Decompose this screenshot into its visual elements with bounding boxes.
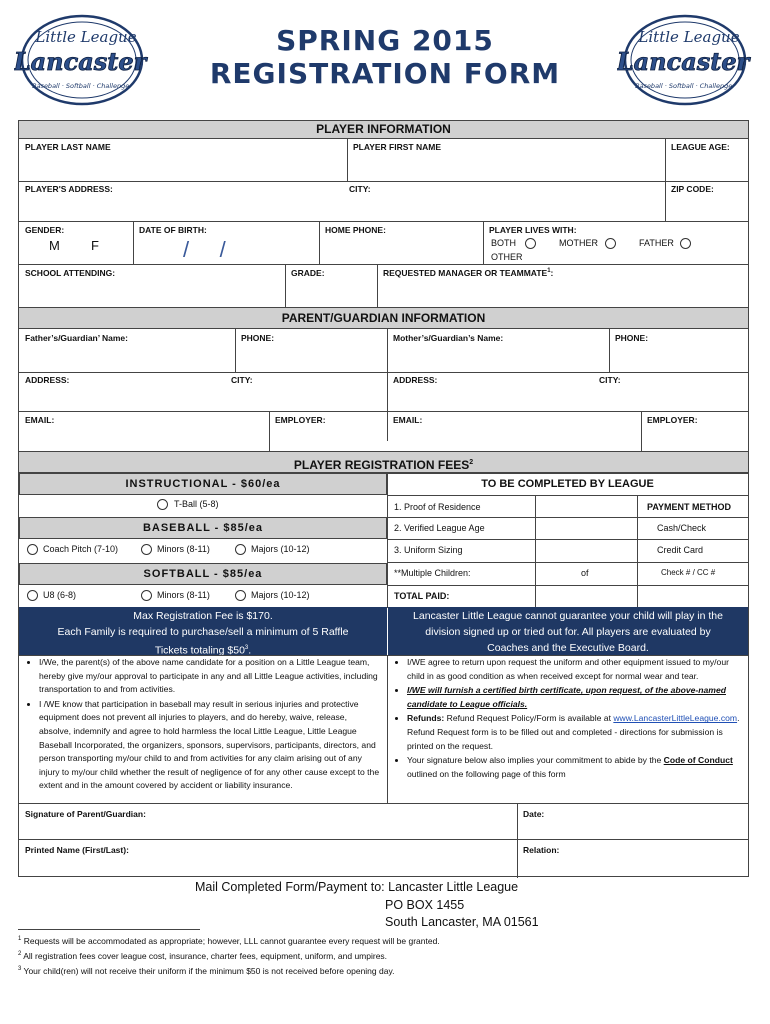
lives-other-option[interactable]: OTHER xyxy=(491,252,523,262)
lives-mother-option[interactable]: MOTHER xyxy=(559,238,616,249)
league-age-label: LEAGUE AGE: xyxy=(671,142,730,152)
date-label: Date: xyxy=(523,809,545,819)
last-name-label: PLAYER LAST NAME xyxy=(25,142,111,152)
website-link[interactable]: www.LancasterLittleLeague.com xyxy=(613,713,738,724)
footnote-2: $^2$ All registration fees cover league cost, insurance, charter fees, equipment, uniform, and umpires. xyxy=(18,951,388,961)
mother-address-label: ADDRESS: xyxy=(393,375,438,385)
credit-card-label: Credit Card xyxy=(657,545,704,555)
terms-right xyxy=(391,656,743,782)
majors-softball-option[interactable]: Majors (10-12) xyxy=(235,590,310,601)
radio-icon[interactable] xyxy=(235,544,246,555)
radio-icon[interactable] xyxy=(680,238,691,249)
father-address-label: ADDRESS: xyxy=(25,375,70,385)
of-label: of xyxy=(581,568,589,578)
fees-header: PLAYER REGISTRATION FEES$^2$ xyxy=(19,451,748,473)
u8-option[interactable]: U8 (6-8) xyxy=(27,590,76,601)
printed-name-label: Printed Name (First/Last): xyxy=(25,845,129,855)
logo-text-3: Baseball · Softball · Challenger xyxy=(32,82,132,90)
father-employer-label: EMPLOYER: xyxy=(275,415,326,425)
gender-m-option[interactable]: M xyxy=(49,238,60,253)
radio-icon[interactable] xyxy=(141,544,152,555)
dob-slashes[interactable]: / / xyxy=(183,237,226,262)
league-logo-right xyxy=(617,12,753,108)
father-city-label: CITY: xyxy=(231,375,253,385)
relation-label: Relation: xyxy=(523,845,560,855)
tball-option[interactable]: T-Ball (5-8) xyxy=(157,499,219,510)
payment-method-label: PAYMENT METHOD xyxy=(647,502,732,512)
address-label: PLAYER'S ADDRESS: xyxy=(25,184,113,194)
logo-text-1: Little League xyxy=(35,28,137,46)
radio-icon[interactable] xyxy=(605,238,616,249)
mail-line-3: South Lancaster, MA 01561 xyxy=(385,915,539,929)
guarantee-notice: Lancaster Little League cannot guarantee your child will play in the division signed up or tried out for. All players are evaluated by Coaches and the Executive Board. xyxy=(388,607,748,655)
requested-label: REQUESTED MANAGER OR TEAMMATE$^1$: xyxy=(383,268,554,278)
dob-label: DATE OF BIRTH: xyxy=(139,225,207,235)
logo-text-2: Lancaster xyxy=(14,47,147,76)
terms-left-item: • I /WE know that participation in baseball may result in serious injuries and protective equipment does not prevent all injuries to players, and do hereby, waive, release, absolve, indemnify and agree to hold harmless the local Little League, Little League Baseball Incorporated, the organizers, sponsors, supervisors, participants, directors, and person transporting my/our child to and from activities for any claim arising out of any injury to my/our child whether the result of negligence of for any other cause except to the extent and in the amount covered by accident or liability insurance. xyxy=(39,698,381,793)
mail-line-1: Mail Completed Form/Payment to: Lancaster Little League xyxy=(195,880,519,894)
code-of-conduct-link[interactable]: Code of Conduct xyxy=(663,755,733,766)
terms-right-item: • Refunds: Refund Request Policy/Form is available at www.LancasterLittleLeague.com. Refund Request form is to be filled out and completed - directions for submission is printed on the request. xyxy=(407,712,743,753)
terms-right-item: • I/WE will furnish a certified birth certificate, upon request, of the above-named candidate to League officials. xyxy=(407,684,743,711)
radio-icon[interactable] xyxy=(525,238,536,249)
terms-left xyxy=(23,656,381,794)
terms-right-item: • I/WE agree to return upon request the uniform and other equipment issued to my/our child in as good condition as when received except for normal wear and tear. xyxy=(407,656,743,683)
radio-icon[interactable] xyxy=(235,590,246,601)
signature-label: Signature of Parent/Guardian: xyxy=(25,809,146,819)
majors-baseball-option[interactable]: Majors (10-12) xyxy=(235,544,310,555)
proof-residence-label: 1. Proof of Residence xyxy=(394,502,481,512)
city-label: CITY: xyxy=(349,184,371,194)
logo-text-1: Little League xyxy=(638,28,740,46)
radio-icon[interactable] xyxy=(27,544,38,555)
first-name-label: PLAYER FIRST NAME xyxy=(353,142,442,152)
terms-right-item: • Your signature below also implies your commitment to abide by the Code of Conduct outlined on the following page of this form xyxy=(407,754,743,781)
father-email-label: EMAIL: xyxy=(25,415,55,425)
verified-age-label: 2. Verified League Age xyxy=(394,523,485,533)
father-name-label: Father’s/Guardian’ Name: xyxy=(25,333,128,343)
softball-header: SOFTBALL - $85/ea xyxy=(19,563,387,585)
check-number-label: Check # / CC # xyxy=(661,568,716,577)
zip-label: ZIP CODE: xyxy=(671,184,714,194)
instructional-header: INSTRUCTIONAL - $60/ea xyxy=(19,473,387,495)
parent-info-header: PARENT/GUARDIAN INFORMATION xyxy=(19,307,748,329)
grade-label: GRADE: xyxy=(291,268,325,278)
father-phone-label: PHONE: xyxy=(241,333,275,343)
mother-phone-label: PHONE: xyxy=(615,333,649,343)
lives-with-label: PLAYER LIVES WITH: xyxy=(489,225,577,235)
mother-employer-label: EMPLOYER: xyxy=(647,415,698,425)
multiple-children-label: **Multiple Children: xyxy=(394,568,471,578)
gender-label: GENDER: xyxy=(25,225,65,235)
baseball-header: BASEBALL - $85/ea xyxy=(19,517,387,539)
cash-check-label: Cash/Check xyxy=(657,523,707,533)
mother-city-label: CITY: xyxy=(599,375,621,385)
radio-icon[interactable] xyxy=(141,590,152,601)
logo-text-2: Lancaster xyxy=(617,47,750,76)
league-logo-left xyxy=(14,12,150,108)
form-title: SPRING 2015 REGISTRATION FORM xyxy=(209,24,561,90)
footnote-1: $^1$ Requests will be accommodated as appropriate; however, LLL cannot guarantee every request will be granted. xyxy=(18,936,440,946)
mother-name-label: Mother’s/Guardian’s Name: xyxy=(393,333,504,343)
lives-father-option[interactable]: FATHER xyxy=(639,238,691,249)
mother-email-label: EMAIL: xyxy=(393,415,423,425)
registration-form xyxy=(18,120,749,877)
minors-baseball-option[interactable]: Minors (8-11) xyxy=(141,544,210,555)
logo-text-3: Baseball · Softball · Challenger xyxy=(635,82,735,90)
max-fee-notice: Max Registration Fee is $170. Each Family is required to purchase/sell a minimum of 5 Raffle Tickets totaling $\$50^3$. xyxy=(19,607,387,655)
terms-left-item: • I/We, the parent(s) of the above name candidate for a position on a Little League team, hereby give my/our approval to participate in any and all Little League activities, including transportation to and from activities. xyxy=(39,656,381,697)
mail-line-2: PO BOX 1455 xyxy=(385,898,465,912)
home-phone-label: HOME PHONE: xyxy=(325,225,386,235)
school-label: SCHOOL ATTENDING: xyxy=(25,268,116,278)
coach-pitch-option[interactable]: Coach Pitch (7-10) xyxy=(27,544,118,555)
player-info-header: PLAYER INFORMATION xyxy=(19,121,748,139)
uniform-sizing-label: 3. Uniform Sizing xyxy=(394,545,463,555)
minors-softball-option[interactable]: Minors (8-11) xyxy=(141,590,210,601)
gender-f-option[interactable]: F xyxy=(91,238,99,253)
total-paid-label: TOTAL PAID: xyxy=(394,591,450,601)
league-header: TO BE COMPLETED BY LEAGUE xyxy=(481,478,654,490)
footnote-3: $^3$ Your child(ren) will not receive their uniform if the minimum $50 is not received before opening day. xyxy=(18,966,395,976)
radio-icon[interactable] xyxy=(157,499,168,510)
radio-icon[interactable] xyxy=(27,590,38,601)
lives-both-option[interactable]: BOTH xyxy=(491,238,536,249)
